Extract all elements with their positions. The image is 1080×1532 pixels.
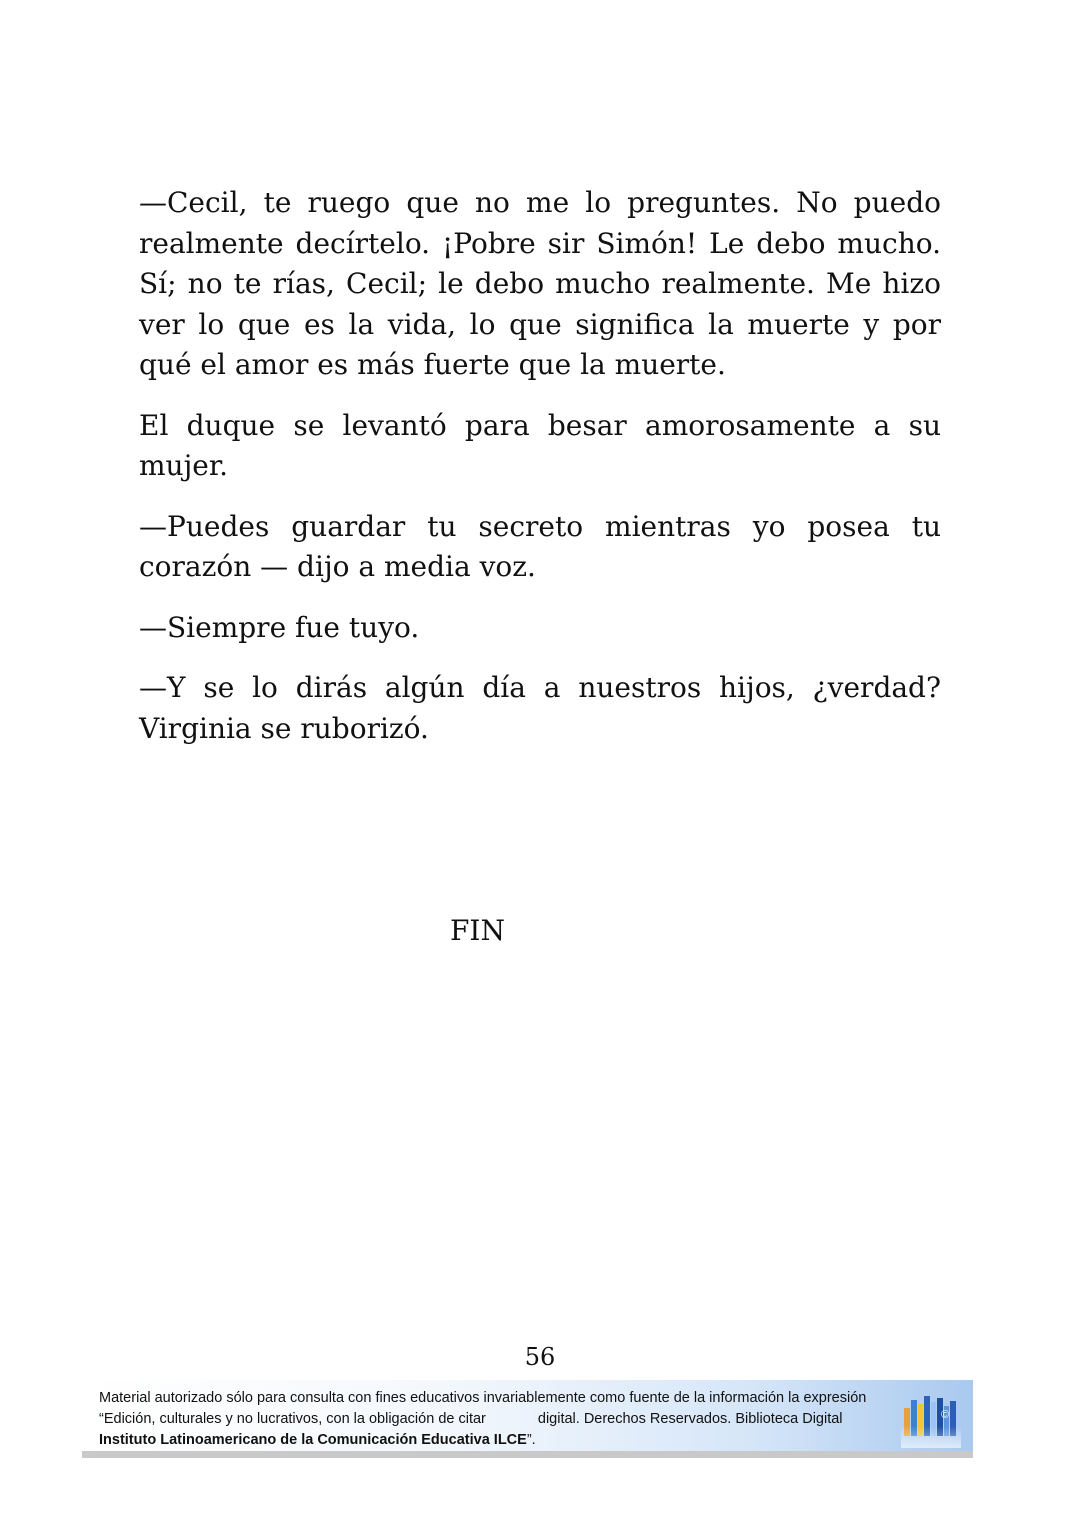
footer-line-2-end: digital. Derechos Reservados. Biblioteca Digital <box>537 1411 843 1427</box>
ending-label: FIN <box>450 914 505 947</box>
books-logo-icon <box>901 1386 961 1448</box>
story-text <box>139 183 941 769</box>
paragraph: —Cecil, te ruego que no me lo preguntes. No puedo realmente decírtelo. ¡Pobre sir Simón! Le debo mucho. Sí; no te rías, Cecil; le debo mucho realmente. Me hizo ver lo que es la vida, lo que significa la muerte y por qué el amor es más fuerte que la muerte. <box>139 186 941 381</box>
institution-name: Instituto Latinoamericano de la Comunicación Educativa ILCE <box>99 1432 527 1448</box>
paragraph: El duque se levantó para besar amorosamente a su mujer. <box>139 408 941 482</box>
copyright-footer <box>82 1380 973 1458</box>
page-number: 56 <box>524 1343 556 1371</box>
footer-line-2 <box>99 1409 909 1430</box>
paragraph: —Puedes guardar tu secreto mientras yo posea tu corazón — dijo a media voz. <box>139 509 941 583</box>
footer-line-3-end: ”. <box>526 1432 536 1448</box>
paragraph: —Siempre fue tuyo. <box>139 610 420 644</box>
footer-line-1: Material autorizado sólo para consulta con fines educativos invariablemente como fuente de la información la expresión <box>99 1390 867 1406</box>
copyright-symbol: © <box>941 1409 950 1421</box>
footer-line-3 <box>99 1430 909 1451</box>
paragraph: —Y se lo dirás algún día a nuestros hijos, ¿verdad? Virginia se ruborizó. <box>139 671 941 745</box>
footer-line-2-start: “Edición, culturales y no lucrativos, con la obligación de citar <box>99 1411 486 1427</box>
footer-notice <box>99 1388 909 1451</box>
